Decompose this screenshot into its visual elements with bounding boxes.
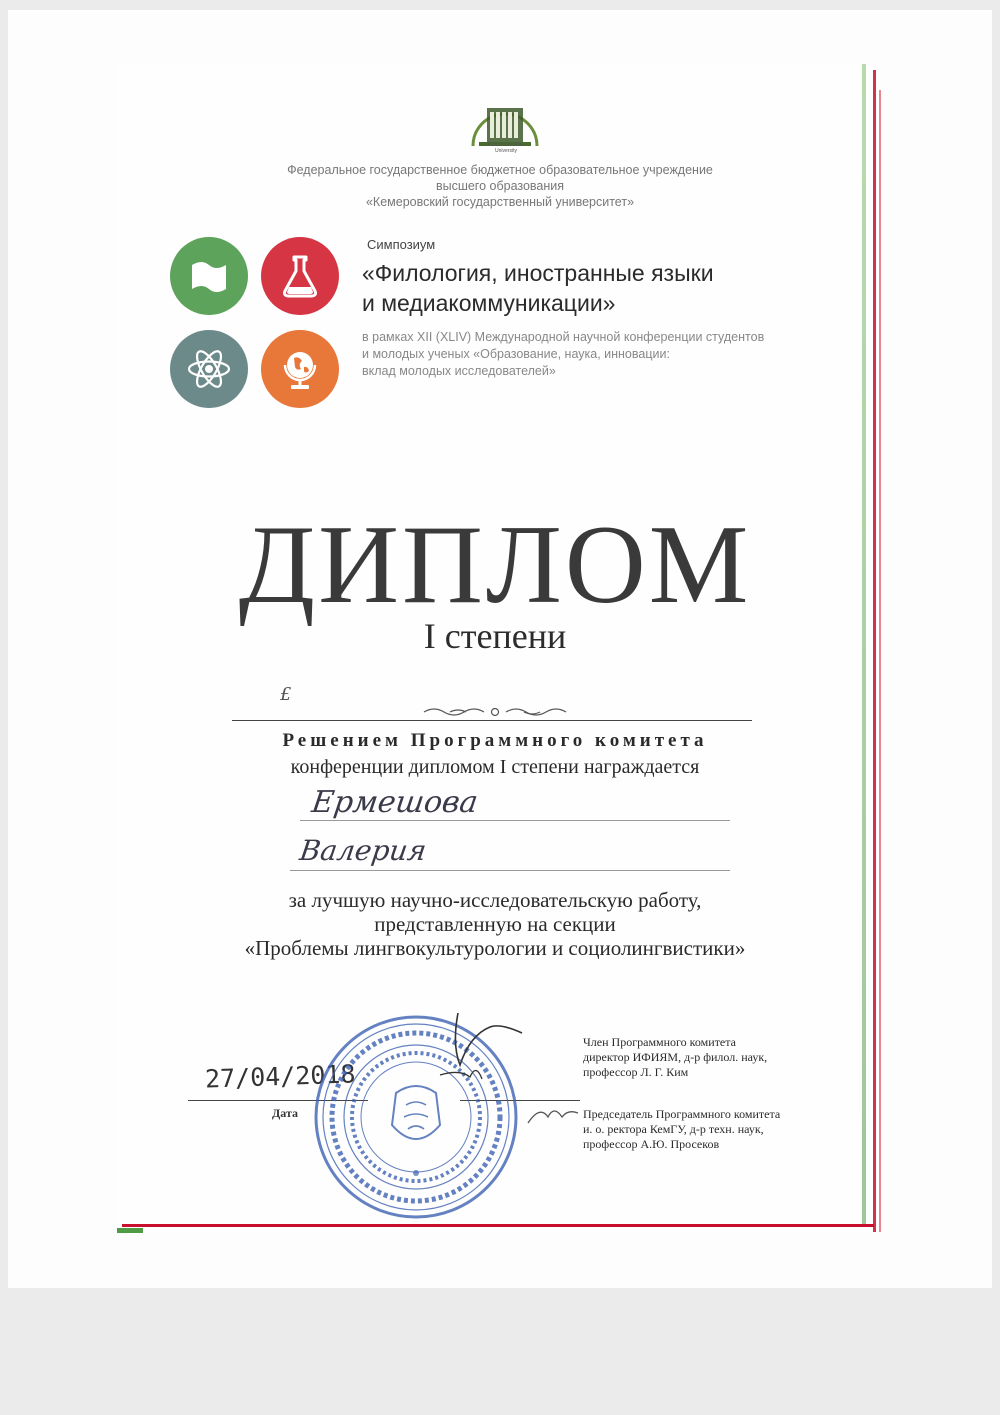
border-bottom-red: [122, 1224, 874, 1227]
atom-icon: [184, 344, 234, 394]
symposium-subtitle: [362, 329, 842, 380]
signatory-chair: [583, 1107, 843, 1152]
signatory-line: профессор Л. Г. Ким: [583, 1065, 689, 1079]
recipient-first-name: Валерия: [297, 834, 429, 867]
signatory-line: Председатель Программного комитета: [583, 1107, 781, 1121]
diploma-title: ДИПЛОМ: [238, 503, 752, 627]
date-value: 27/04/2018: [204, 1059, 356, 1094]
symposium-title-line: и медиакоммуникации»: [362, 290, 616, 316]
signatory-line: Член Программного комитета: [583, 1035, 736, 1049]
first-name-rule: [290, 870, 730, 871]
flag-circle: [170, 237, 248, 315]
symposium-subtitle-line: в рамках XII (XLIV) Международной научной конференции студентов: [362, 330, 765, 344]
border-red-inner: [879, 90, 881, 1232]
award-line: представленную на секции: [374, 912, 616, 936]
signatory-line: директор ИФИЯМ, д-р филол. наук,: [583, 1050, 768, 1064]
institution-line: Федеральное государственное бюджетное образовательное учреждение: [287, 163, 713, 177]
signature-marks: [430, 1005, 600, 1135]
award-text: [180, 888, 810, 960]
ornament-divider-icon: [420, 704, 570, 720]
award-line: за лучшую научно-исследовательскую работу,: [288, 888, 702, 912]
symposium-subtitle-line: вклад молодых исследователей»: [362, 364, 556, 378]
date-label: Дата: [272, 1106, 298, 1120]
flask-circle: [261, 237, 339, 315]
diploma-degree: I степени: [423, 616, 567, 656]
border-red: [873, 70, 876, 1232]
globe-icon: [275, 344, 325, 394]
border-bottom-green: [117, 1228, 143, 1233]
logo-caption: Kemerovo State University: [488, 142, 524, 154]
atom-circle: [170, 330, 248, 408]
symposium-title: [362, 258, 782, 318]
globe-circle: [261, 330, 339, 408]
signatory-line: профессор А.Ю. Просеков: [583, 1137, 720, 1151]
institution-line: «Кемеровский государственный университет»: [365, 195, 635, 209]
flask-icon: [275, 251, 325, 301]
symposium-label: Симпозиум: [367, 237, 436, 252]
institution-name: [230, 162, 770, 210]
symposium-title-line: «Филология, иностранные языки: [362, 260, 714, 286]
recipient-surname: Ермешова: [309, 785, 481, 820]
decision-line-2: конференции дипломом I степени награждается: [290, 756, 700, 778]
institution-line: высшего образования: [435, 179, 565, 193]
decision-line-1: Решением Программного комитета: [282, 730, 708, 751]
hand-mark: £: [280, 684, 292, 705]
signatory-member: [583, 1035, 843, 1080]
surname-rule: [300, 820, 730, 821]
symposium-subtitle-line: и молодых ученых «Образование, наука, инновации:: [362, 347, 670, 361]
flag-icon: [184, 251, 234, 301]
signatory-line: и. о. ректора КемГУ, д-р техн. наук,: [583, 1122, 764, 1136]
border-green: [862, 64, 866, 1224]
award-line: «Проблемы лингвокультурологии и социолингвистики»: [244, 936, 746, 960]
top-rule: [232, 720, 752, 721]
